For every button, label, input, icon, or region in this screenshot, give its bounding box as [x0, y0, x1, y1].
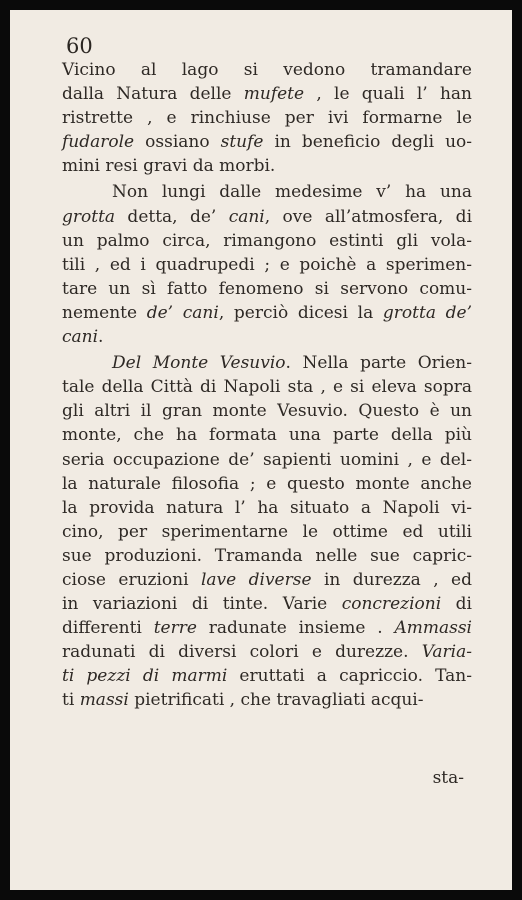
- text-run: ossiano: [134, 132, 221, 153]
- text-line: [62, 640, 472, 664]
- text-run: in variazioni di tinte. Varie: [62, 594, 342, 615]
- italic-run: Ammassi: [394, 618, 472, 639]
- text-run: eruttati a capriccio. Tan-: [227, 666, 472, 687]
- paragraph: [62, 180, 472, 349]
- italic-run: de’ cani: [146, 302, 219, 323]
- text-run: dalla Natura delle: [62, 84, 244, 105]
- text-line: [62, 205, 472, 229]
- italic-run: lave diverse: [200, 569, 312, 590]
- italic-run: mufete: [243, 84, 305, 105]
- text-run: ciose eruzioni: [62, 569, 201, 590]
- text-run: un palmo circa, rimangono estinti gli vola-: [62, 230, 472, 251]
- text-run: , ove all’atmosfera, di: [264, 206, 473, 227]
- italic-run: cani: [228, 206, 265, 227]
- italic-run: concrezioni: [341, 594, 442, 615]
- italic-run: fudarole: [62, 132, 135, 153]
- text-run: Vicino al lago si vedono tramandare: [62, 60, 472, 80]
- text-run: pietrificati , che travagliati acqui-: [128, 690, 424, 711]
- book-page: [10, 10, 512, 890]
- text-line: [62, 58, 472, 82]
- text-line: [62, 154, 472, 178]
- text-line: [62, 472, 472, 496]
- text-run: la naturale filosofia ; e questo monte anche: [62, 473, 472, 494]
- italic-run: grotta de’: [382, 302, 473, 323]
- italic-run: grotta: [62, 206, 116, 227]
- paragraph: [62, 58, 472, 178]
- text-line: [62, 688, 472, 712]
- text-run: mini resi gravi da morbi.: [62, 156, 276, 177]
- text-line: [62, 399, 472, 423]
- text-run: detta, de’: [115, 206, 229, 227]
- text-line: [62, 568, 472, 592]
- italic-run: massi: [79, 690, 129, 711]
- text-run: differenti: [62, 618, 154, 639]
- text-line: [62, 423, 472, 447]
- text-run: nemente: [62, 302, 147, 323]
- text-run: gli altri il gran monte Vesuvio. Questo è un: [62, 401, 472, 422]
- text-run: radunati di diversi colori e durezze.: [62, 642, 422, 663]
- text-line: [62, 520, 472, 544]
- text-run: monte, che ha formata una parte della più: [62, 425, 472, 446]
- catchword: sta-: [432, 768, 464, 788]
- text-run: ristrette , e rinchiuse per ivi formarne le: [62, 108, 472, 129]
- text-line: [62, 301, 472, 325]
- text-run: tale della Città di Napoli sta , e si eleva sopra: [62, 377, 472, 398]
- text-run: , le quali l’ han: [304, 84, 472, 105]
- text-line: [62, 180, 472, 204]
- paragraph: [62, 351, 472, 712]
- text-line: [62, 496, 472, 520]
- text-run: cino, per sperimentarne le ottime ed utili: [62, 521, 472, 542]
- italic-run: Varia-: [421, 642, 472, 663]
- text-run: Non lungi dalle medesime v’ ha una: [112, 182, 472, 203]
- text-line: [62, 106, 472, 130]
- text-line: [62, 253, 472, 277]
- text-run: , perciò dicesi la: [218, 302, 383, 323]
- page-number: 60: [66, 34, 93, 58]
- body-text: [62, 58, 472, 713]
- text-run: ti: [62, 690, 80, 711]
- italic-run: stufe: [220, 132, 264, 153]
- italic-run: cani: [62, 327, 99, 348]
- text-line: [62, 351, 472, 375]
- text-line: [62, 82, 472, 106]
- text-run: tare un sì fatto fenomeno si servono comu-: [62, 278, 472, 299]
- text-run: seria occupazione de’ sapienti uomini , e del-: [62, 449, 472, 470]
- italic-run: ti pezzi di marmi: [62, 666, 228, 687]
- text-run: in durezza , ed: [311, 569, 472, 590]
- text-line: [62, 277, 472, 301]
- text-run: in beneficio degli uo-: [263, 132, 472, 153]
- text-line: [62, 229, 472, 253]
- text-run: . Nella parte Orien-: [285, 353, 472, 374]
- text-line: [62, 448, 472, 472]
- text-line: [62, 130, 472, 154]
- text-run: la provida natura l’ ha situato a Napoli vi-: [62, 497, 472, 518]
- text-run: radunate insieme .: [196, 618, 395, 639]
- italic-run: Del Monte Vesuvio: [112, 353, 286, 374]
- text-line: [62, 616, 472, 640]
- text-line: [62, 325, 472, 349]
- text-run: .: [98, 327, 104, 348]
- text-line: [62, 375, 472, 399]
- text-run: tili , ed i quadrupedi ; e poichè a sperimen-: [62, 254, 472, 275]
- text-run: sue produzioni. Tramanda nelle sue capric-: [62, 545, 472, 566]
- italic-run: terre: [153, 618, 197, 639]
- text-line: [62, 664, 472, 688]
- text-run: di: [441, 594, 472, 615]
- text-line: [62, 544, 472, 568]
- text-line: [62, 592, 472, 616]
